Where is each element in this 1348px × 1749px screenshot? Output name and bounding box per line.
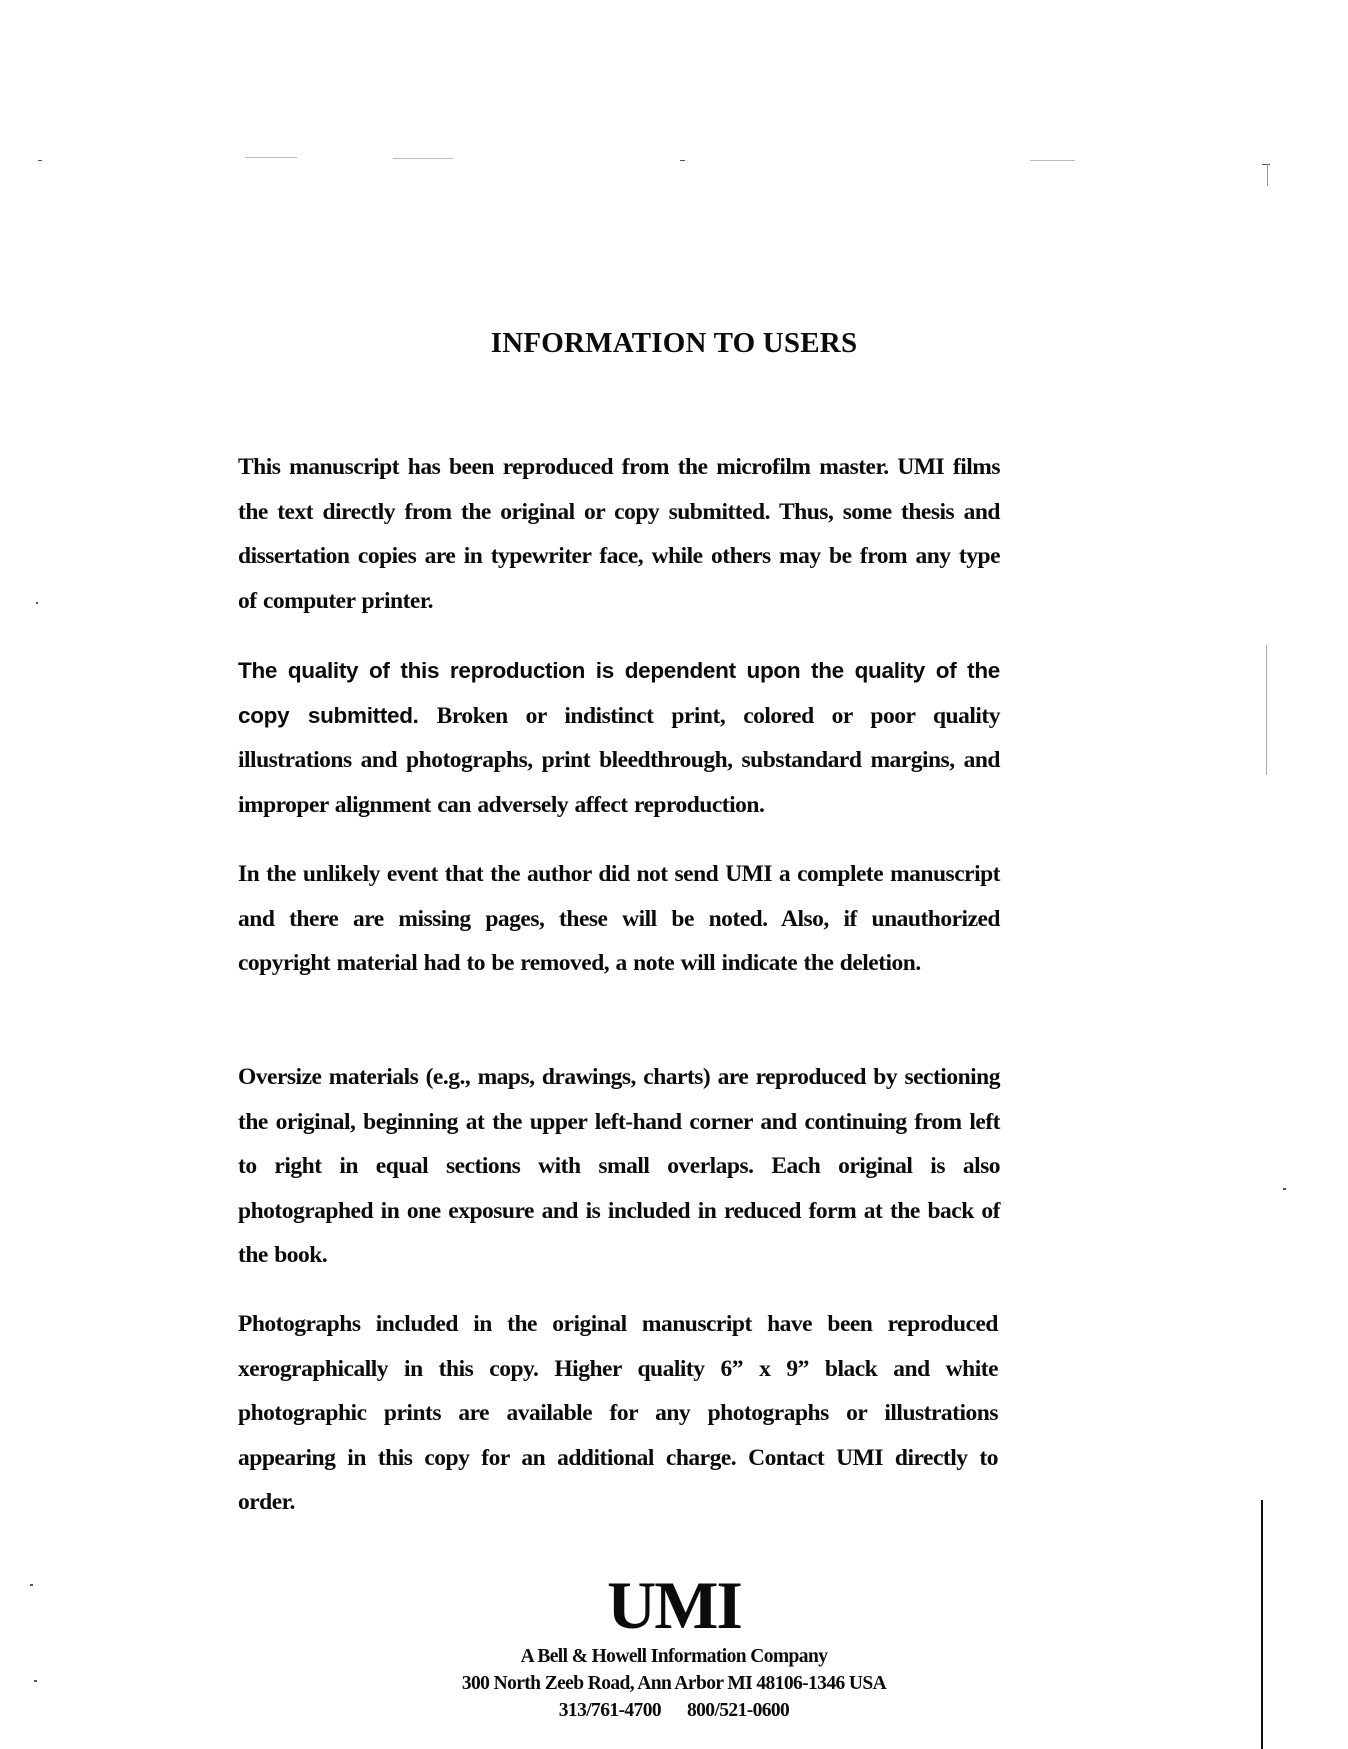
phone-number: 313/761-4700 — [558, 1700, 661, 1721]
company-name: A Bell & Howell Information Company — [520, 1646, 828, 1667]
quality-emphasis: The quality of this reproduction is dependent upon the quality of the copy submitted. — [238, 658, 1000, 728]
paragraph-reproduction-source: This manuscript has been reproduced from the microfilm master. UMI films the text directly from the original or copy submitted. Thus, some thesis and dissertation copies are in typewriter face, while others may be from any type of computer printer. — [238, 454, 1000, 614]
scan-artifact-right-dots — [1266, 645, 1267, 775]
scan-artifact-top-2 — [393, 158, 453, 159]
scan-artifact-top-4 — [1030, 160, 1075, 161]
paragraph-quality-notice — [238, 649, 1000, 827]
quality-details: Broken or indistinct print, colored or poor quality illustrations and photographs, print bleedthrough, substandard margins, and improper alignment can adversely affect reproduction. — [238, 702, 1000, 818]
scan-artifact-top-3 — [680, 160, 685, 161]
paragraph-missing-pages: In the unlikely event that the author did not send UMI a complete manuscript and there are missing pages, these will be noted. Also, if unauthorized copyright material had to be removed, a note will indicate the deletion. — [238, 861, 1000, 976]
scan-artifact-top-1 — [245, 157, 297, 158]
paragraph-photographs: Photographs included in the original manuscript have been reproduced xerographically in this copy. Higher quality 6” x 9” black and white photographic prints are available for any photographs or illustrations appearing in this copy for an additional charge. Contact UMI directly to order. — [238, 1311, 998, 1515]
company-phones — [0, 1700, 1348, 1722]
company-address: 300 North Zeeb Road, Ann Arbor MI 48106-1346 USA — [461, 1673, 887, 1694]
paragraph-oversize-materials: Oversize materials (e.g., maps, drawings, charts) are reproduced by sectioning the original, beginning at the upper left-hand corner and continuing from left to right in equal sections with small overlaps. Each original is also photographed in one exposure and is included in reduced form at the back of the book. — [238, 1064, 1000, 1268]
scan-artifact-right-dot-2 — [1283, 1188, 1286, 1190]
page-title: INFORMATION TO USERS — [490, 327, 858, 359]
scan-artifact-top-left — [38, 160, 42, 161]
scan-artifact-left-dot-1 — [36, 602, 38, 604]
umi-logo: UMI — [607, 1567, 741, 1643]
phone-number: 800/521-0600 — [687, 1700, 790, 1721]
scan-artifact-top-right-v — [1267, 164, 1268, 186]
scan-artifact-top-right — [1262, 164, 1270, 165]
